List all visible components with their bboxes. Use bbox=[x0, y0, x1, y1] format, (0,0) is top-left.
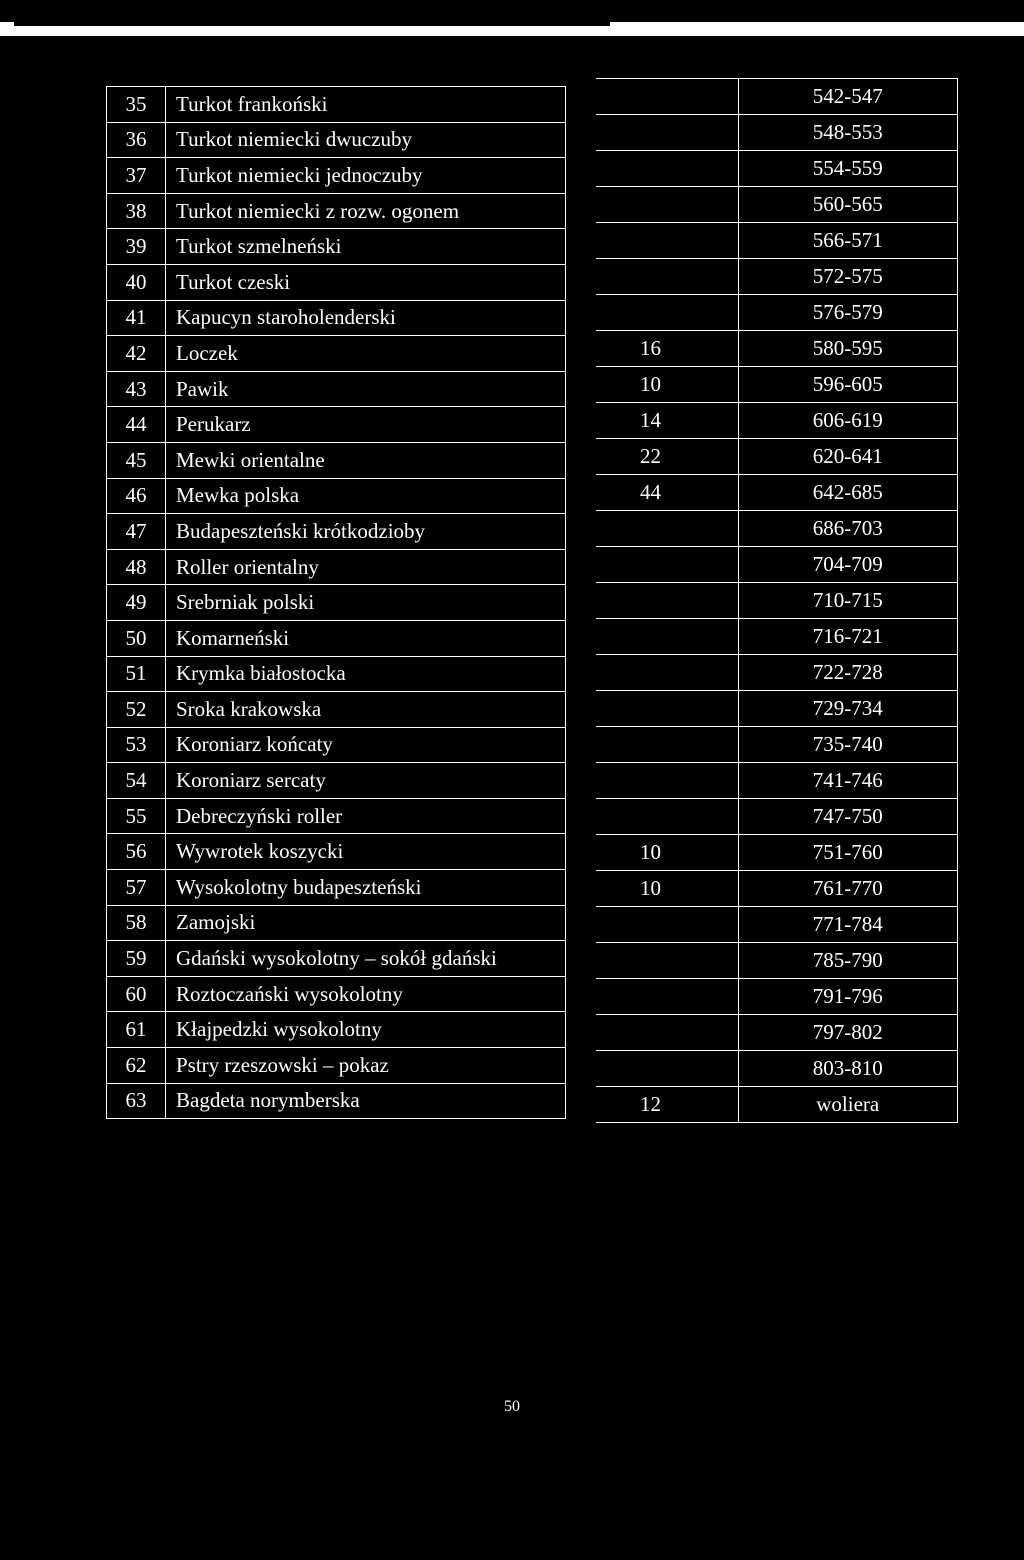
bird-count bbox=[596, 115, 738, 151]
bird-count bbox=[596, 655, 738, 691]
breed-number: 41 bbox=[107, 300, 166, 336]
range-row bbox=[596, 187, 958, 223]
cage-range-table bbox=[596, 78, 958, 1123]
cage-range: 704-709 bbox=[738, 547, 958, 583]
breed-name: Turkot niemiecki z rozw. ogonem bbox=[166, 193, 566, 229]
breed-name: Turkot czeski bbox=[166, 264, 566, 300]
bird-count: 10 bbox=[596, 871, 738, 907]
cage-range: 797-802 bbox=[738, 1015, 958, 1051]
range-row bbox=[596, 151, 958, 187]
breed-name: Koroniarz sercaty bbox=[166, 763, 566, 799]
breed-number: 43 bbox=[107, 371, 166, 407]
breed-table-body bbox=[107, 87, 566, 1119]
range-row bbox=[596, 619, 958, 655]
breed-name: Komarneński bbox=[166, 620, 566, 656]
breed-number: 51 bbox=[107, 656, 166, 692]
breed-row bbox=[107, 371, 566, 407]
cage-range: 554-559 bbox=[738, 151, 958, 187]
border-thick-segment bbox=[610, 22, 1024, 28]
cage-range: 576-579 bbox=[738, 295, 958, 331]
breed-name: Bagdeta norymberska bbox=[166, 1083, 566, 1119]
breed-row bbox=[107, 941, 566, 977]
breed-name: Pawik bbox=[166, 371, 566, 407]
range-row bbox=[596, 943, 958, 979]
bird-count bbox=[596, 79, 738, 115]
breed-row bbox=[107, 585, 566, 621]
breed-row bbox=[107, 834, 566, 870]
range-row bbox=[596, 223, 958, 259]
range-row bbox=[596, 1051, 958, 1087]
breed-name: Perukarz bbox=[166, 407, 566, 443]
breed-name: Wysokolotny budapeszteński bbox=[166, 870, 566, 906]
bird-count: 14 bbox=[596, 403, 738, 439]
breed-name: Debreczyński roller bbox=[166, 798, 566, 834]
breed-number: 45 bbox=[107, 442, 166, 478]
breed-number: 50 bbox=[107, 620, 166, 656]
bird-count bbox=[596, 691, 738, 727]
cage-range: 710-715 bbox=[738, 583, 958, 619]
range-row bbox=[596, 835, 958, 871]
cage-range: 791-796 bbox=[738, 979, 958, 1015]
breed-row bbox=[107, 158, 566, 194]
breed-number: 37 bbox=[107, 158, 166, 194]
cage-range: 572-575 bbox=[738, 259, 958, 295]
breed-row bbox=[107, 976, 566, 1012]
cage-range: 803-810 bbox=[738, 1051, 958, 1087]
breed-name: Turkot niemiecki dwuczuby bbox=[166, 122, 566, 158]
bird-count: 10 bbox=[596, 367, 738, 403]
breed-name: Srebrniak polski bbox=[166, 585, 566, 621]
breed-name: Koroniarz końcaty bbox=[166, 727, 566, 763]
breed-name: Roller orientalny bbox=[166, 549, 566, 585]
breed-row bbox=[107, 514, 566, 550]
breed-row bbox=[107, 229, 566, 265]
cage-range: 716-721 bbox=[738, 619, 958, 655]
cage-range: 542-547 bbox=[738, 79, 958, 115]
breed-table bbox=[106, 86, 566, 1119]
range-row bbox=[596, 1087, 958, 1123]
breed-row bbox=[107, 727, 566, 763]
range-row bbox=[596, 295, 958, 331]
breed-row bbox=[107, 620, 566, 656]
cage-range: 722-728 bbox=[738, 655, 958, 691]
breed-row bbox=[107, 442, 566, 478]
range-row bbox=[596, 727, 958, 763]
range-row bbox=[596, 763, 958, 799]
bird-count bbox=[596, 907, 738, 943]
bird-count: 22 bbox=[596, 439, 738, 475]
bird-count bbox=[596, 547, 738, 583]
bird-count bbox=[596, 583, 738, 619]
breed-number: 42 bbox=[107, 336, 166, 372]
range-row bbox=[596, 871, 958, 907]
breed-number: 47 bbox=[107, 514, 166, 550]
breed-row bbox=[107, 300, 566, 336]
breed-row bbox=[107, 798, 566, 834]
breed-row bbox=[107, 1012, 566, 1048]
breed-number: 38 bbox=[107, 193, 166, 229]
breed-row bbox=[107, 905, 566, 941]
bird-count: 44 bbox=[596, 475, 738, 511]
breed-name: Mewki orientalne bbox=[166, 442, 566, 478]
breed-number: 58 bbox=[107, 905, 166, 941]
cage-range: 729-734 bbox=[738, 691, 958, 727]
range-row bbox=[596, 583, 958, 619]
breed-row bbox=[107, 870, 566, 906]
breed-name: Turkot frankoński bbox=[166, 87, 566, 123]
bird-count bbox=[596, 763, 738, 799]
breed-row bbox=[107, 122, 566, 158]
bird-count bbox=[596, 979, 738, 1015]
bird-count: 10 bbox=[596, 835, 738, 871]
breed-number: 56 bbox=[107, 834, 166, 870]
cage-range: 741-746 bbox=[738, 763, 958, 799]
cage-range: 785-790 bbox=[738, 943, 958, 979]
breed-name: Kłajpedzki wysokolotny bbox=[166, 1012, 566, 1048]
breed-row bbox=[107, 1048, 566, 1084]
cage-range: 735-740 bbox=[738, 727, 958, 763]
breed-row bbox=[107, 763, 566, 799]
range-row bbox=[596, 511, 958, 547]
border-notch-left bbox=[0, 22, 14, 26]
cage-range: 642-685 bbox=[738, 475, 958, 511]
breed-number: 36 bbox=[107, 122, 166, 158]
range-row bbox=[596, 655, 958, 691]
cage-range: 686-703 bbox=[738, 511, 958, 547]
breed-number: 63 bbox=[107, 1083, 166, 1119]
range-row bbox=[596, 439, 958, 475]
breed-number: 39 bbox=[107, 229, 166, 265]
breed-name: Budapeszteński krótkodzioby bbox=[166, 514, 566, 550]
bird-count bbox=[596, 151, 738, 187]
range-row bbox=[596, 331, 958, 367]
breed-number: 53 bbox=[107, 727, 166, 763]
breed-row bbox=[107, 549, 566, 585]
range-row bbox=[596, 547, 958, 583]
bird-count bbox=[596, 259, 738, 295]
breed-number: 49 bbox=[107, 585, 166, 621]
breed-row bbox=[107, 407, 566, 443]
bird-count: 12 bbox=[596, 1087, 738, 1123]
breed-row bbox=[107, 692, 566, 728]
bird-count bbox=[596, 187, 738, 223]
page-number: 50 bbox=[504, 1398, 520, 1415]
breed-name: Sroka krakowska bbox=[166, 692, 566, 728]
bird-count bbox=[596, 799, 738, 835]
range-row bbox=[596, 475, 958, 511]
breed-name: Roztoczański wysokolotny bbox=[166, 976, 566, 1012]
breed-number: 61 bbox=[107, 1012, 166, 1048]
range-row bbox=[596, 367, 958, 403]
breed-name: Loczek bbox=[166, 336, 566, 372]
breed-name: Gdański wysokolotny – sokół gdański bbox=[166, 941, 566, 977]
breed-name: Kapucyn staroholenderski bbox=[166, 300, 566, 336]
breed-row bbox=[107, 87, 566, 123]
bird-count bbox=[596, 223, 738, 259]
breed-row bbox=[107, 193, 566, 229]
bird-count bbox=[596, 1015, 738, 1051]
cage-range: 560-565 bbox=[738, 187, 958, 223]
cage-range: 548-553 bbox=[738, 115, 958, 151]
cage-range: 747-750 bbox=[738, 799, 958, 835]
bird-count bbox=[596, 727, 738, 763]
cage-range: 580-595 bbox=[738, 331, 958, 367]
range-row bbox=[596, 1015, 958, 1051]
breed-name: Turkot niemiecki jednoczuby bbox=[166, 158, 566, 194]
cage-range: 596-605 bbox=[738, 367, 958, 403]
breed-number: 48 bbox=[107, 549, 166, 585]
breed-number: 35 bbox=[107, 87, 166, 123]
breed-name: Pstry rzeszowski – pokaz bbox=[166, 1048, 566, 1084]
breed-number: 44 bbox=[107, 407, 166, 443]
bird-count bbox=[596, 295, 738, 331]
top-scan-border bbox=[0, 22, 1024, 36]
breed-number: 55 bbox=[107, 798, 166, 834]
breed-number: 60 bbox=[107, 976, 166, 1012]
breed-name: Wywrotek koszycki bbox=[166, 834, 566, 870]
range-row bbox=[596, 259, 958, 295]
cage-range: 620-641 bbox=[738, 439, 958, 475]
cage-range: 606-619 bbox=[738, 403, 958, 439]
range-row bbox=[596, 799, 958, 835]
breed-name: Turkot szmelneński bbox=[166, 229, 566, 265]
range-row bbox=[596, 907, 958, 943]
cage-range: 751-760 bbox=[738, 835, 958, 871]
breed-name: Krymka białostocka bbox=[166, 656, 566, 692]
bird-count bbox=[596, 943, 738, 979]
range-row bbox=[596, 79, 958, 115]
breed-row bbox=[107, 478, 566, 514]
cage-range: 761-770 bbox=[738, 871, 958, 907]
bird-count bbox=[596, 511, 738, 547]
breed-number: 59 bbox=[107, 941, 166, 977]
breed-name: Zamojski bbox=[166, 905, 566, 941]
cage-range: woliera bbox=[738, 1087, 958, 1123]
breed-row bbox=[107, 336, 566, 372]
bird-count: 16 bbox=[596, 331, 738, 367]
cage-range-table-body bbox=[596, 79, 958, 1123]
breed-number: 52 bbox=[107, 692, 166, 728]
breed-row bbox=[107, 1083, 566, 1119]
breed-number: 57 bbox=[107, 870, 166, 906]
range-row bbox=[596, 403, 958, 439]
breed-name: Mewka polska bbox=[166, 478, 566, 514]
breed-number: 62 bbox=[107, 1048, 166, 1084]
range-row bbox=[596, 115, 958, 151]
breed-number: 46 bbox=[107, 478, 166, 514]
range-row bbox=[596, 691, 958, 727]
cage-range: 771-784 bbox=[738, 907, 958, 943]
cage-range: 566-571 bbox=[738, 223, 958, 259]
breed-number: 54 bbox=[107, 763, 166, 799]
breed-row bbox=[107, 264, 566, 300]
bird-count bbox=[596, 619, 738, 655]
range-row bbox=[596, 979, 958, 1015]
bird-count bbox=[596, 1051, 738, 1087]
breed-row bbox=[107, 656, 566, 692]
breed-number: 40 bbox=[107, 264, 166, 300]
